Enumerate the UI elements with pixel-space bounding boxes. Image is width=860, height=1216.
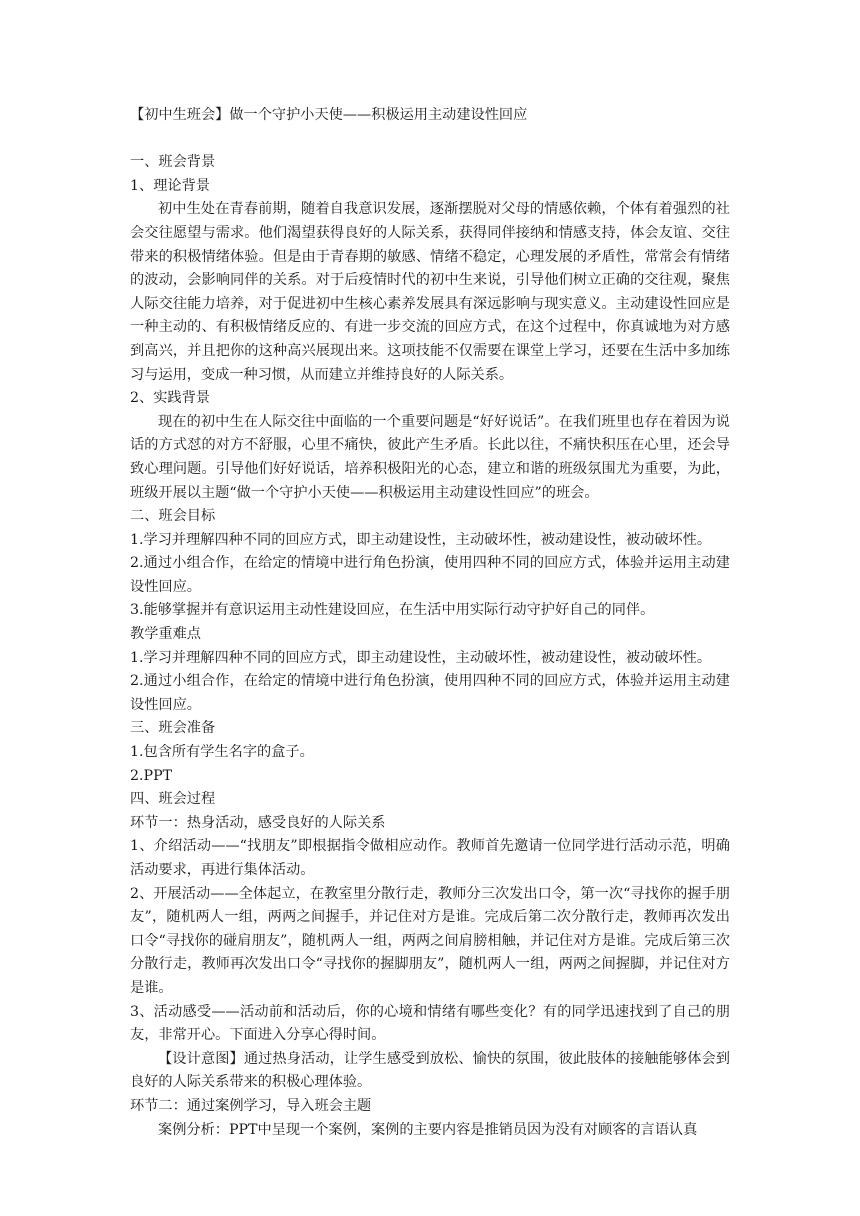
preparation-item: 2.PPT xyxy=(130,767,173,784)
design-intent-paragraph: 【设计意图】通过热身活动，让学生感受到放松、愉快的氛围，彼此肢体的接触能够体会到良好的人际关系带来的积极心理体验。 xyxy=(130,1050,730,1091)
paragraph-practice-background: 现在的初中生在人际交往中面临的一个重要问题是“好好说话”。在我们班里也存在着因为说话的方式怼的对方不舒服，心里不痛快，彼此产生矛盾。长此以往，不痛快积压在心里，还会导致心理问题。引导他们好好说话，培养积极阳光的心态，建立和谐的班级氛围尤为重要，为此，班级开展以主题“做一个守护小天使——积极运用主动建设性回应”的班会。 xyxy=(130,413,730,501)
document-body xyxy=(130,104,730,1142)
section-heading-process: 四、班会过程 xyxy=(130,791,216,808)
section-heading-background: 一、班会背景 xyxy=(130,154,216,171)
paragraph-theory-background: 初中生处在青春前期，随着自我意识发展，逐渐摆脱对父母的情感依赖，个体有着强烈的社会交往愿望与需求。他们渴望获得良好的人际关系，获得同伴接纳和情感支持，体会友谊、交往带来的积极情绪体验。但是由于青春期的敏感、情绪不稳定，心理发展的矛盾性，常常会有情绪的波动，会影响同伴的关系。对于后疫情时代的初中生来说，引导他们树立正确的交往观，聚焦人际交往能力培养，对于促进初中生核心素养发展具有深远影响与现实意义。主动建设性回应是一种主动的、有积极情绪反应的、有进一步交流的回应方式，在这个过程中，你真诚地为对方感到高兴，并且把你的这种高兴展现出来。这项技能不仅需要在课堂上学习，还要在生活中多加练习与运用，变成一种习惯，从而建立并维持良好的人际关系。 xyxy=(130,201,730,383)
section-heading-preparation: 三、班会准备 xyxy=(130,720,216,737)
step-one-item: 3、活动感受——活动前和活动后，你的心境和情绪有哪些变化？有的同学迅速找到了自己的朋友，非常开心。下面进入分享心得时间。 xyxy=(130,1003,730,1044)
document-title: 【初中生班会】做一个守护小天使——积极运用主动建设性回应 xyxy=(130,107,528,123)
subsection-heading-practice: 2、实践背景 xyxy=(130,390,210,407)
preparation-item: 1.包含所有学生名字的盒子。 xyxy=(130,744,314,761)
key-point-item: 2.通过小组合作，在给定的情境中进行角色扮演，使用四种不同的回应方式，体验并运用主动建设性回应。 xyxy=(130,673,730,713)
subsection-heading-theory: 1、理论背景 xyxy=(130,177,210,194)
goal-item: 2.通过小组合作，在给定的情境中进行角色扮演，使用四种不同的回应方式，体验并运用主动建设性回应。 xyxy=(130,555,730,595)
case-analysis-paragraph: 案例分析：PPT中呈现一个案例，案例的主要内容是推销员因为没有对顾客的言语认真 xyxy=(158,1121,698,1138)
key-points-heading: 教学重难点 xyxy=(130,626,201,643)
step-two-heading: 环节二：通过案例学习，导入班会主题 xyxy=(130,1097,372,1114)
key-point-item: 1.学习并理解四种不同的回应方式，即主动建设性，主动破坏性，被动建设性，被动破坏性。 xyxy=(130,649,712,666)
goal-item: 1.学习并理解四种不同的回应方式，即主动建设性，主动破坏性，被动建设性，被动破坏性。 xyxy=(130,531,712,548)
step-one-item: 2、开展活动——全体起立，在教室里分散行走，教师分三次发出口令，第一次“寻找你的握手朋友”，随机两人一组，两两之间握手，并记住对方是谁。完成后第二次分散行走，教师再次发出口令“寻找你的碰肩朋友”，随机两人一组，两两之间肩膀相触，并记住对方是谁。完成后第三次分散行走，教师再次发出口令“寻找你的握脚朋友”，随机两人一组，两两之间握脚，并记住对方是谁。 xyxy=(130,885,730,996)
section-heading-goals: 二、班会目标 xyxy=(130,508,216,525)
step-one-heading: 环节一：热身活动，感受良好的人际关系 xyxy=(130,814,386,831)
goal-item: 3.能够掌握并有意识运用主动性建设回应，在生活中用实际行动守护好自己的同伴。 xyxy=(130,602,655,619)
step-one-item: 1、介绍活动——“找朋友”即根据指令做相应动作。教师首先邀请一位同学进行活动示范，明确活动要求，再进行集体活动。 xyxy=(130,838,730,878)
